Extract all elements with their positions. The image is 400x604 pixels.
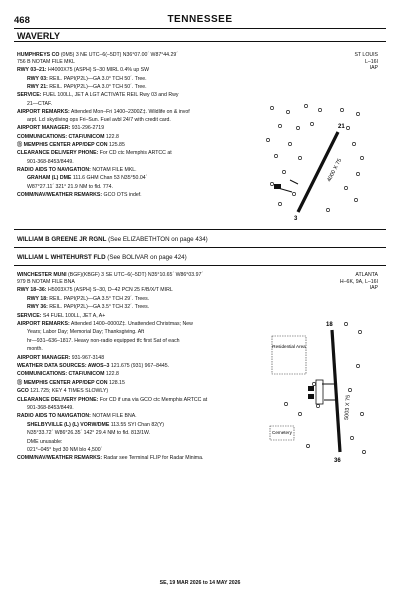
info-text: Attended 1400–0000Z‡. Unattended Christmas; New: [69, 321, 193, 327]
info-line: [27, 159, 74, 166]
chart-ref-humphreys: [354, 52, 378, 72]
info-text: DME unusable:: [27, 438, 63, 445]
info-line: [17, 287, 173, 294]
airport-header-winchester: [17, 272, 203, 279]
info-line: [17, 167, 137, 174]
ref-note: (See BOLIVAR on page 424): [107, 254, 187, 261]
info-text: NOTAM FILE MKL.: [90, 166, 137, 173]
info-text: arpt. Lcl skydiving ops Fri–Sun. Fuel avbl 24/7 with credit card.: [27, 117, 171, 124]
info-text: 756 B NOTAM FILE MKL: [17, 59, 75, 65]
info-label: AIRPORT MANAGER:: [17, 354, 71, 361]
info-line: [17, 134, 119, 141]
info-line: [17, 67, 149, 74]
info-label: COMMUNICATIONS: CTAF/UNICOM: [17, 133, 105, 140]
ref-airport-name: WILLIAM B GREENE JR RGNL: [17, 236, 107, 243]
apron: [316, 380, 323, 404]
chart-ref-codes: L–16I: [365, 58, 378, 65]
airport-name: HUMPHREYS CO: [17, 52, 60, 58]
info-text: For CD ctc Memphis ARTCC at: [98, 150, 172, 157]
info-text: 125.85: [107, 142, 125, 148]
runway-end-label-03: 3: [294, 216, 298, 222]
info-label: AIRPORT MANAGER:: [17, 125, 71, 132]
info-label: RWY 03:: [27, 75, 48, 82]
info-line: [27, 430, 150, 437]
cross-reference-2: [17, 254, 187, 261]
info-label: GRAHAM (L) DME: [27, 175, 72, 182]
info-text: 121.725; KEY 4 TIMES SLOWLY): [28, 388, 109, 395]
info-line: [17, 150, 172, 157]
info-label: Ⓡ MEMPHIS CENTER APP/DEP CON: [17, 379, 108, 386]
cemetery-label: Cemetery: [272, 430, 292, 435]
info-label: CLEARANCE DELIVERY PHONE:: [17, 150, 99, 157]
info-line: [27, 338, 180, 345]
info-line: [27, 422, 164, 429]
info-label: RWY 36:: [27, 304, 48, 311]
info-line: [17, 125, 104, 132]
chart-ref-name: ST LOUIS: [354, 52, 378, 58]
info-label: RWY 18:: [27, 295, 48, 302]
city-heading: WAVERLY: [17, 31, 61, 41]
info-text: 122.8: [104, 371, 119, 378]
info-text: For CD if una via GCO ctc Memphis ARTCC at: [98, 396, 208, 403]
hangar: [308, 386, 314, 391]
section-rule: [14, 265, 386, 266]
info-line: [27, 117, 171, 124]
info-text: 113.55 SYI Chan 82(Y): [109, 421, 165, 428]
info-line: [17, 455, 203, 462]
info-line: [17, 109, 190, 116]
info-line: [17, 279, 75, 286]
tree-symbols: [284, 322, 365, 453]
info-text: 021°–045° byd 30 NM blo 4,500´: [27, 447, 103, 453]
city-rule: [14, 41, 386, 42]
info-line: [27, 439, 62, 446]
info-text: Years; Labor Day; Memorial Day; Thanksgiving. Aft: [27, 329, 145, 336]
info-text: 901-368-8453/8449.: [27, 158, 74, 165]
info-text: H4000X75 (ASPH) S–30 MIRL 0.4% up SW: [46, 67, 149, 74]
airport-ident-line: (0M5) 3 NE UTC–6(–5DT) N36°07.00´ W87°44.29´: [60, 52, 178, 58]
info-line: [17, 388, 108, 395]
runway-18-36: [332, 330, 340, 452]
info-line: [17, 380, 125, 387]
info-text: 931-967-3148: [70, 354, 105, 361]
info-label: Ⓡ MEMPHIS CENTER APP/DEP CON: [17, 142, 108, 148]
info-text: 111.6 GHM Chan 53 N35°50.04´: [71, 175, 148, 182]
airport-ident-line: (BGF)(KBGF) 3 SE UTC–6(–5DT) N35°10.65´ W86°03.97´: [68, 272, 204, 278]
airport-diagram-winchester: [262, 310, 374, 470]
info-label: RADIO AIDS TO NAVIGATION:: [17, 413, 91, 420]
info-text: 122.8: [104, 133, 119, 140]
info-line: [27, 101, 52, 108]
info-text: N35°33.72´ W86°26.35´ 142° 29.4 NM to fld. 813/1W.: [27, 430, 151, 437]
info-text: Attended Mon–Fri 1400–2300Z‡. Wildlife on & invof: [69, 108, 190, 115]
info-line: [27, 447, 102, 454]
info-text: 901-368-8453/8449.: [27, 405, 74, 411]
page-footer: SE, 19 MAR 2026 to 14 MAY 2026: [159, 580, 241, 586]
info-label: CLEARANCE DELIVERY PHONE:: [17, 396, 99, 403]
info-text: Radar see Terminal FLIP for Radar Minima.: [102, 455, 204, 462]
runway-end-label-18: 18: [326, 322, 333, 328]
state-title: TENNESSEE: [167, 14, 233, 25]
info-text: 21—CTAF.: [27, 100, 52, 107]
info-text: 128.15: [107, 379, 125, 386]
info-line: [27, 304, 149, 311]
runway-end-label-21: 21: [338, 124, 345, 130]
info-label: RWY 18–36:: [17, 287, 47, 294]
info-label: COMM/NAV/WEATHER REMARKS:: [17, 191, 103, 198]
info-text: hr—931–636–1817. Heavy non-radio equipped tfc first Sat of each: [27, 337, 180, 344]
info-text: 931-296-2719: [70, 125, 105, 132]
info-text: S4 FUEL 100LL, JET A, A+: [41, 312, 106, 319]
info-text: REIL. PAPI(P2L)—GA 3.0° TCH 50´. Tree.: [47, 75, 147, 82]
chart-ref-name: ATLANTA: [355, 272, 378, 278]
info-text: 979 B NOTAM FILE BNA: [17, 279, 75, 285]
info-line: [17, 142, 125, 149]
info-text: REIL. PAPI(P2L)—GA 3.5° TCH 29´. Trees.: [47, 295, 150, 302]
info-line: [27, 296, 149, 303]
info-line: [17, 371, 119, 378]
info-line: [27, 329, 144, 336]
airport-diagram-humphreys: [258, 100, 376, 222]
info-line: [17, 313, 105, 320]
info-text: REIL. PAPI(P2L)—GA 3.0° TCH 50´. Tree.: [47, 83, 147, 90]
cross-reference-1: [17, 236, 208, 243]
info-line: [17, 59, 75, 66]
airport-header-humphreys: [17, 52, 178, 59]
info-label: COMM/NAV/WEATHER REMARKS:: [17, 455, 103, 462]
runway-end-label-36: 36: [334, 458, 341, 464]
info-label: SERVICE:: [17, 92, 42, 99]
ramp-building: [274, 184, 281, 189]
info-text: 121.675 (931) 967–8445.: [109, 363, 170, 369]
hangar: [308, 394, 314, 399]
page-header: [0, 0, 400, 30]
info-text: H5003X75 (ASPH) S–30, D–42 PCN 25 F/B/X/T MIRL: [46, 287, 173, 294]
info-label: RADIO AIDS TO NAVIGATION:: [17, 166, 91, 173]
info-text: month.: [27, 346, 43, 353]
airport-name: WINCHESTER MUNI: [17, 272, 67, 278]
info-label: GCO: [17, 388, 29, 395]
info-text: REIL. PAPI(P2L)—GA 3.5° TCH 32´. Trees.: [47, 304, 150, 311]
info-line: [17, 192, 142, 199]
chart-ref-codes: H–6K, 9A, L–16I: [339, 278, 378, 285]
info-line: [17, 397, 207, 404]
info-line: [27, 84, 147, 91]
info-label: AIRPORT REMARKS:: [17, 108, 70, 115]
info-label: RWY 03–21:: [17, 67, 47, 74]
ref-airport-name: WILLIAM L WHITEHURST FLD: [17, 254, 106, 261]
chart-ref-winchester: [340, 272, 378, 292]
page-number: 468: [14, 15, 30, 26]
info-label: COMMUNICATIONS: CTAF/UNICOM: [17, 371, 105, 378]
info-label: SHELBYVILLE (L) (L) VORW/DME: [27, 421, 110, 428]
residential-area-outline: [272, 336, 306, 374]
info-line: [17, 363, 169, 370]
info-line: [17, 355, 104, 362]
info-text: FUEL 100LL, JET A LGT ACTIVATE REIL Rwy 03 and Rwy: [41, 92, 179, 99]
info-line: [27, 184, 113, 191]
info-label: WEATHER DATA SOURCES: AWOS–3: [17, 363, 110, 369]
iap-label: IAP: [369, 65, 378, 72]
section-rule: [14, 247, 386, 248]
info-line: [17, 413, 137, 420]
taxiway: [290, 180, 298, 184]
iap-label: IAP: [369, 285, 378, 292]
info-label: RWY 21:: [27, 83, 48, 90]
info-text: NOTAM FILE BNA.: [90, 413, 137, 420]
info-text: GCO OTS indef.: [102, 191, 142, 198]
info-label: SERVICE:: [17, 312, 42, 319]
info-line: [17, 321, 193, 328]
residential-area-label: Residential Area: [272, 344, 306, 349]
info-text: W87°27.11´ 321° 21.9 NM to fld. 774.: [27, 183, 113, 190]
info-line: [27, 175, 147, 182]
info-line: [27, 405, 74, 412]
runway-dimension-label: 5003 X 75: [344, 394, 352, 421]
info-line: [27, 76, 147, 83]
section-rule: [14, 229, 386, 230]
tree-symbols: [266, 104, 363, 211]
info-line: [17, 92, 178, 99]
info-label: AIRPORT REMARKS:: [17, 321, 70, 327]
info-line: [27, 346, 43, 353]
runway-dimension-label: 4000 X 75: [326, 157, 344, 183]
header-rule: [14, 28, 386, 29]
ref-note: (See ELIZABETHTON on page 434): [108, 236, 208, 243]
